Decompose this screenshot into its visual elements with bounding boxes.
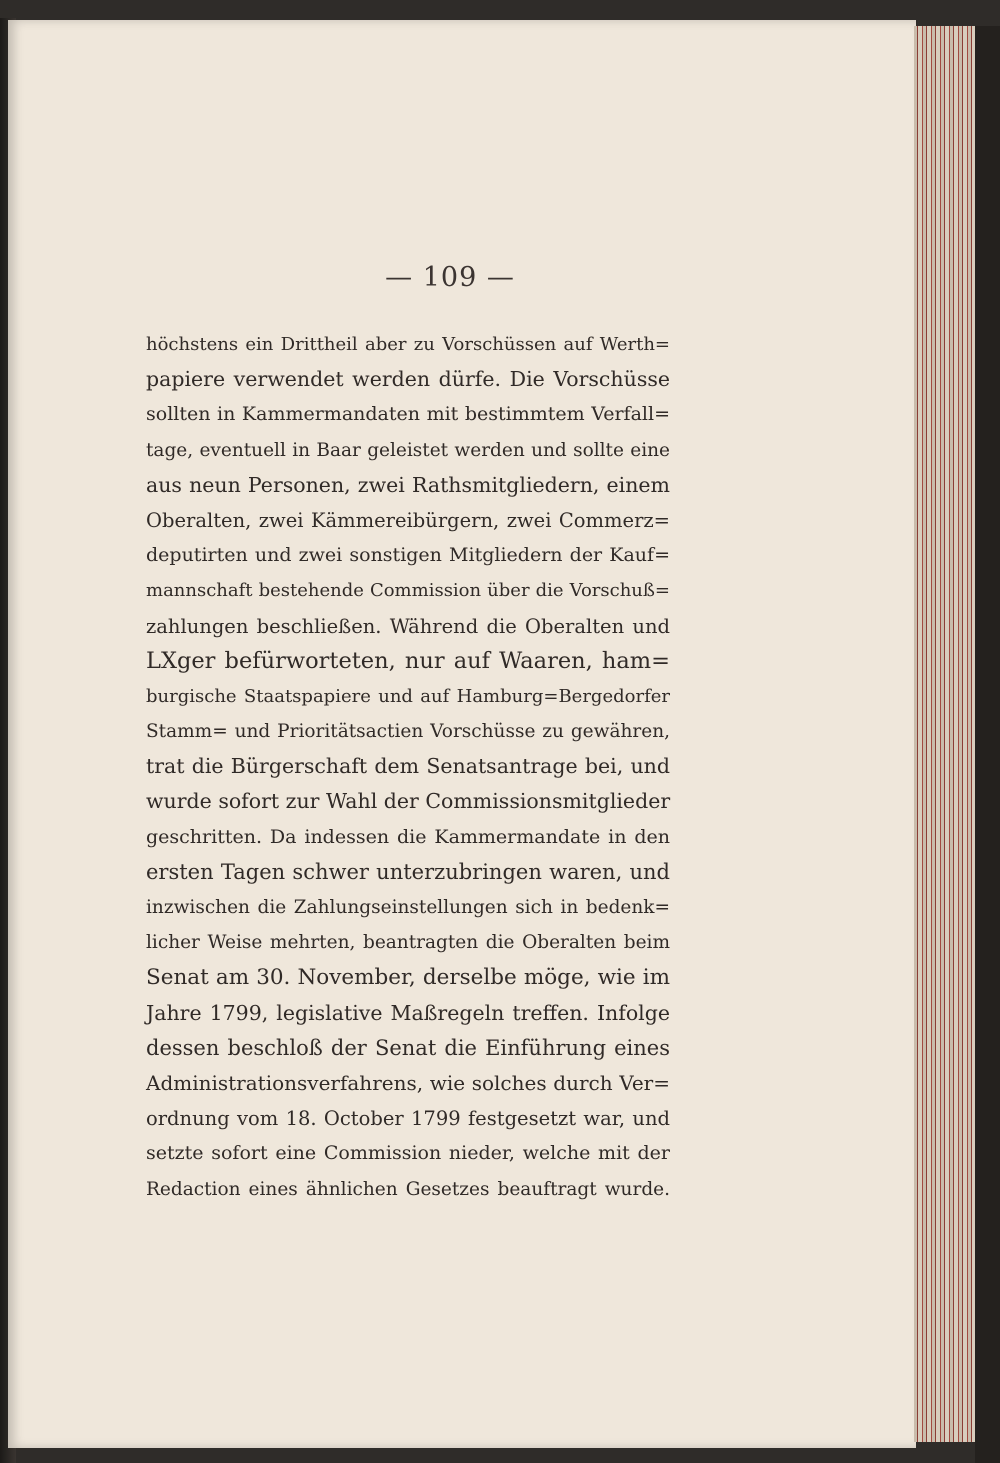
text-line: LXger befürworteten, nur auf Waaren, ham= (146, 647, 670, 674)
text-line: trat die Bürgerschaft dem Senatsantrage bei, und (146, 754, 670, 779)
text-line: Jahre 1799, legislative Maßregeln treffen. Infolge (146, 1000, 670, 1025)
body-text (146, 327, 670, 1207)
text-line: deputirten und zwei sonstigen Mitgliedern der Kauf= (146, 544, 670, 567)
text-line: höchstens ein Drittheil aber zu Vorschüssen auf Werth= (146, 334, 670, 355)
page-number: — 109 — (385, 262, 515, 293)
text-line: papiere verwendet werden dürfe. Die Vorschüsse (146, 367, 670, 392)
text-line: mannschaft bestehende Commission über die Vorschuß= (146, 580, 670, 602)
text-line: Oberalten, zwei Kämmereibürgern, zwei Commerz= (146, 508, 670, 532)
text-line: ersten Tagen schwer unterzubringen waren, und (146, 859, 670, 884)
page-edges (914, 26, 980, 1442)
text-line: aus neun Personen, zwei Rathsmitgliedern, einem (146, 472, 670, 497)
text-line: wurde sofort zur Wahl der Commissionsmitglieder (146, 789, 671, 814)
text-line: licher Weise mehrten, beantragten die Oberalten beim (146, 932, 670, 954)
page-edge-shadow (975, 26, 1000, 1463)
text-line: Senat am 30. November, derselbe möge, wie im (146, 965, 670, 991)
text-line: ordnung vom 18. October 1799 festgesetzt war, und (146, 1107, 670, 1131)
text-line: dessen beschloß der Senat die Einführung eines (146, 1035, 670, 1060)
text-line: zahlungen beschließen. Während die Oberalten und (146, 614, 670, 638)
text-line: setzte sofort eine Commission nieder, welche mit der (146, 1142, 670, 1165)
text-line: sollten in Kammermandaten mit bestimmtem Verfall= (146, 403, 670, 426)
text-line: tage, eventuell in Baar geleistet werden und sollte eine (146, 439, 670, 461)
text-line: Stamm= und Prioritätsactien Vorschüsse zu gewähren, (146, 721, 670, 743)
text-line: Redaction eines ähnlichen Gesetzes beauftragt wurde. (146, 1178, 670, 1200)
text-line: burgische Staatspapiere und auf Hamburg=Bergedorfer (146, 685, 670, 707)
text-line: Administrationsverfahrens, wie solches durch Ver= (146, 1070, 670, 1095)
text-line: geschritten. Da indessen die Kammermandate in den (146, 825, 670, 848)
text-line: inzwischen die Zahlungseinstellungen sich in bedenk= (146, 897, 670, 918)
